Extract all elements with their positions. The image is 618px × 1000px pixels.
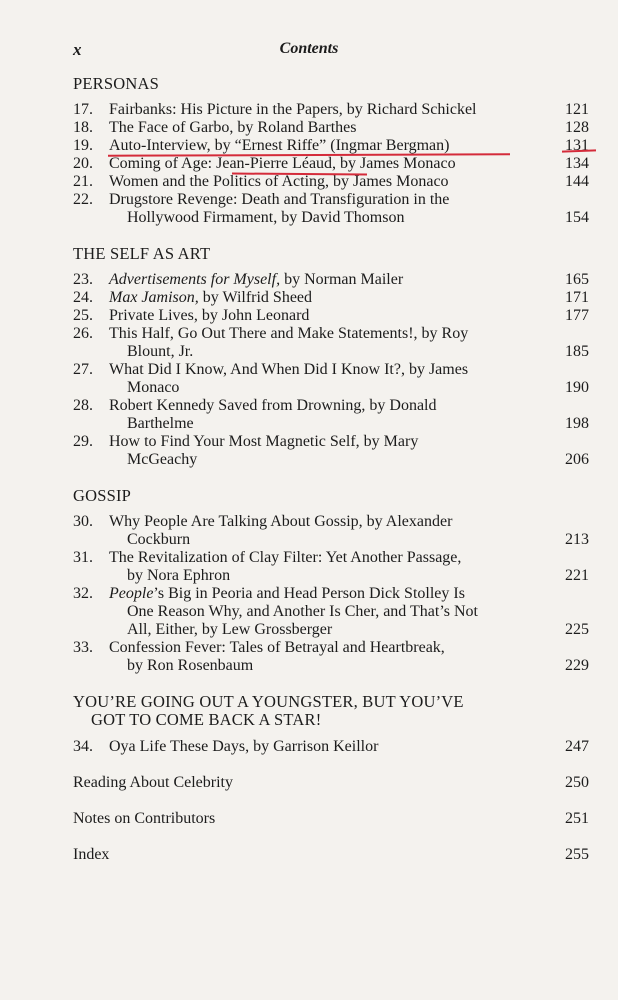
- entry-title: Max Jamison, by Wilfrid Sheed: [109, 289, 313, 306]
- entry-number: 30.: [73, 513, 93, 530]
- entry-page: 190: [565, 379, 589, 396]
- entry-title-cont: Cockburn: [127, 531, 191, 548]
- entry-page: 177: [565, 307, 589, 324]
- back-matter-entry: [73, 774, 589, 792]
- entry-title: Why People Are Talking About Gossip, by Alexander: [109, 513, 453, 530]
- entry-title: Coming of Age: Jean-Pierre Léaud, by James Monaco: [109, 155, 456, 172]
- entry-italic-title: Advertisements for Myself,: [109, 271, 281, 288]
- entry-title: Women and the Politics of Acting, by James Monaco: [109, 173, 449, 190]
- entry-number: 23.: [73, 271, 93, 288]
- entry-number: 28.: [73, 397, 93, 414]
- entry-title: Private Lives, by John Leonard: [109, 307, 310, 324]
- entry-page: 171: [565, 289, 589, 306]
- entry-title: Drugstore Revenge: Death and Transfiguration in the: [109, 191, 450, 208]
- entry-title: The Revitalization of Clay Filter: Yet Another Passage,: [109, 549, 462, 566]
- entry-title-cont: Barthelme: [127, 415, 194, 432]
- entry-title-cont: One Reason Why, and Another Is Cher, and That’s Not: [127, 603, 478, 620]
- entry-page: 121: [565, 101, 589, 118]
- entry-number: 27.: [73, 361, 93, 378]
- entry-title: The Face of Garbo, by Roland Barthes: [109, 119, 357, 136]
- entry-number: 32.: [73, 585, 93, 602]
- entry-title: This Half, Go Out There and Make Statements!, by Roy: [109, 325, 469, 342]
- section-title: GOSSIP: [73, 486, 132, 505]
- entry-number: 33.: [73, 639, 93, 656]
- entry-page: 154: [565, 209, 589, 226]
- entry-title-cont: McGeachy: [127, 451, 198, 468]
- entry-number: 17.: [73, 101, 93, 118]
- entry-title: Robert Kennedy Saved from Drowning, by Donald: [109, 397, 437, 414]
- entry-number: 20.: [73, 155, 93, 172]
- entry-number: 22.: [73, 191, 93, 208]
- section-title-cont: GOT TO COME BACK A STAR!: [91, 710, 322, 729]
- back-matter-page: 250: [565, 774, 589, 791]
- entry-title: Advertisements for Myself, by Norman Mailer: [109, 271, 404, 288]
- entry-page: 134: [565, 155, 589, 172]
- entry-title-cont: Blount, Jr.: [127, 343, 194, 360]
- entry-number: 21.: [73, 173, 93, 190]
- entry-page: 131: [565, 137, 589, 154]
- entry-page: 185: [565, 343, 589, 360]
- entry-title-cont: All, Either, by Lew Grossberger: [127, 621, 333, 638]
- entry-page: 221: [565, 567, 589, 584]
- entry-number: 24.: [73, 289, 93, 306]
- section-title: YOU’RE GOING OUT A YOUNGSTER, BUT YOU’VE: [73, 692, 464, 711]
- back-matter-entry: [73, 810, 589, 828]
- entry-title-cont: Hollywood Firmament, by David Thomson: [127, 209, 405, 226]
- page-number: x: [73, 40, 82, 59]
- entry-page: 213: [565, 531, 589, 548]
- entry-number: 18.: [73, 119, 93, 136]
- entry-page: 128: [565, 119, 589, 136]
- entry-title-cont: Monaco: [127, 379, 180, 396]
- section-title: PERSONAS: [73, 74, 159, 93]
- entry-number: 25.: [73, 307, 93, 324]
- entry-title: How to Find Your Most Magnetic Self, by Mary: [109, 433, 419, 450]
- entry-title-cont: by Ron Rosenbaum: [127, 657, 254, 674]
- entry-page: 225: [565, 621, 589, 638]
- entry-title: What Did I Know, And When Did I Know It?, by James: [109, 361, 469, 378]
- entry-number: 31.: [73, 549, 93, 566]
- entry-page: 247: [565, 738, 589, 755]
- entry-title: Oya Life These Days, by Garrison Keillor: [109, 738, 379, 755]
- section-title: THE SELF AS ART: [73, 244, 211, 263]
- entry-italic-title: People: [109, 585, 154, 602]
- entry-page: 198: [565, 415, 589, 432]
- entry-title: Auto-Interview, by “Ernest Riffe” (Ingmar Bergman): [109, 137, 450, 154]
- back-matter-label: Notes on Contributors: [73, 810, 216, 827]
- entry-title-cont: by Nora Ephron: [127, 567, 231, 584]
- back-matter-entry: [73, 846, 589, 864]
- entry-title: People’s Big in Peoria and Head Person Dick Stolley Is: [109, 585, 465, 602]
- entry-title: Fairbanks: His Picture in the Papers, by Richard Schickel: [109, 101, 477, 118]
- entry-page: 165: [565, 271, 589, 288]
- entry-number: 29.: [73, 433, 93, 450]
- entry-number: 19.: [73, 137, 93, 154]
- back-matter-page: 251: [565, 810, 589, 827]
- back-matter-label: Index: [73, 846, 110, 863]
- page-title: Contents: [279, 40, 339, 57]
- page-header: [0, 40, 618, 62]
- entry-italic-title: Max Jamison,: [109, 289, 199, 306]
- entry-title: Confession Fever: Tales of Betrayal and Heartbreak,: [109, 639, 445, 656]
- entry-number: 26.: [73, 325, 93, 342]
- back-matter-page: 255: [565, 846, 589, 863]
- entry-page: 144: [565, 173, 589, 190]
- entry-number: 34.: [73, 738, 93, 755]
- entry-page: 206: [565, 451, 589, 468]
- back-matter-label: Reading About Celebrity: [73, 774, 233, 791]
- entry-page: 229: [565, 657, 589, 674]
